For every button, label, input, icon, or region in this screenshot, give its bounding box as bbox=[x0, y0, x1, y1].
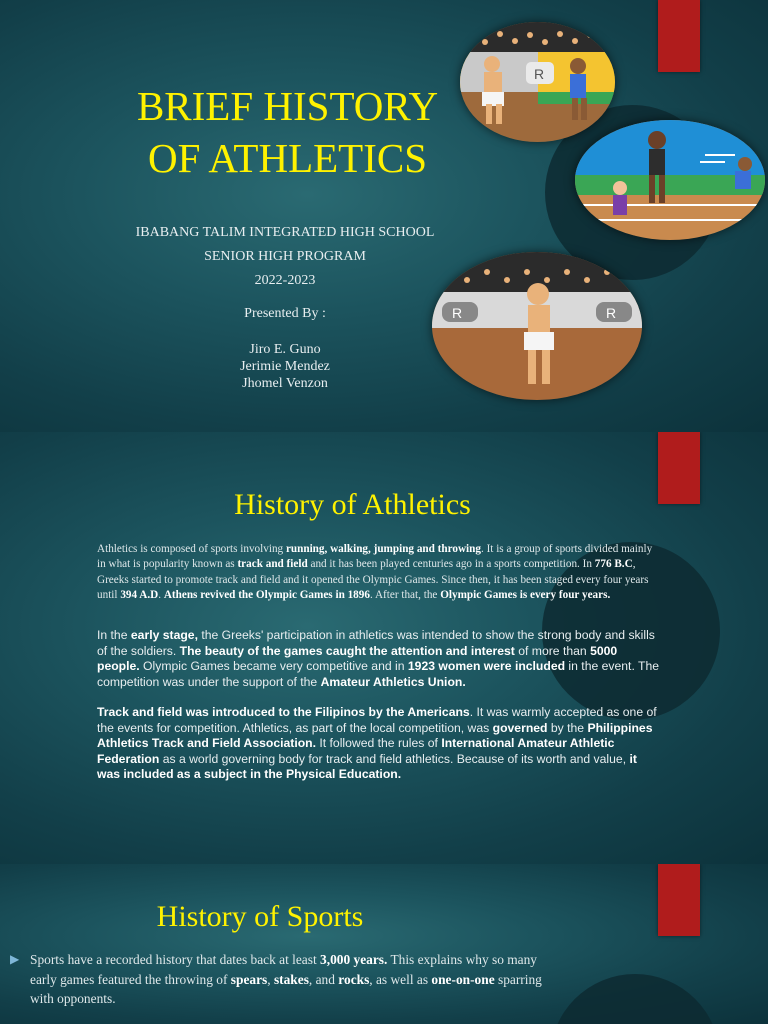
presenter-2: Jerimie Mendez bbox=[240, 359, 330, 374]
presenter-3: Jhomel Venzon bbox=[242, 376, 328, 391]
text-run: sparring with opponents. bbox=[30, 971, 542, 1006]
text-run: This explains why so many early games featured the throwing of bbox=[30, 952, 538, 987]
svg-text:R: R bbox=[606, 305, 617, 321]
text-run: in the event. The competition was under the support of the bbox=[97, 659, 659, 689]
text-run: . It is a group of sports divided mainly in what is popularity known as bbox=[97, 543, 653, 571]
school-name: IBABANG TALIM INTEGRATED HIGH SCHOOL bbox=[135, 225, 435, 240]
text-run: , Greeks started to promote track and field and it opened the Olympic Games. Since then, it has been staged every four years until bbox=[97, 558, 649, 602]
bold-text: Philippines Athletics Track and Field Association. bbox=[97, 720, 653, 750]
bold-text: running, walking, jumping and throwing bbox=[285, 543, 481, 555]
bold-text: Amateur Athletics Union. bbox=[320, 674, 466, 689]
bold-text: spears bbox=[230, 971, 268, 987]
bold-text: it was included as a subject in the Physical Education. bbox=[97, 751, 637, 781]
bold-text: 394 A.D bbox=[120, 589, 159, 602]
bold-text: 776 B.C bbox=[594, 558, 633, 571]
sprinters-image bbox=[575, 120, 765, 240]
school-year: 2022-2023 bbox=[254, 273, 316, 288]
text-run: Athletics is composed of sports involving bbox=[97, 543, 286, 555]
history-of-athletics-slide bbox=[0, 432, 768, 864]
text-run: . After that, the bbox=[369, 589, 441, 602]
presented-by-label: Presented By : bbox=[244, 306, 326, 321]
athletics-paragraph-1 bbox=[97, 542, 657, 604]
bold-text: stakes bbox=[273, 971, 309, 987]
text-run: , and bbox=[308, 971, 339, 987]
accent-bar bbox=[658, 432, 700, 504]
bold-text: Olympic Games is every four years. bbox=[440, 589, 611, 602]
bullet-icon: ▶ bbox=[10, 952, 20, 966]
bold-text: one-on-one bbox=[431, 971, 495, 987]
bold-text: The beauty of the games caught the attention and interest bbox=[179, 643, 515, 658]
bold-text: Track and field was introduced to the Filipinos by the Americans bbox=[97, 705, 470, 719]
text-run: by the bbox=[547, 720, 588, 735]
bold-text: track and field bbox=[237, 558, 308, 571]
slide-title: History of Athletics bbox=[234, 488, 471, 521]
text-run: and it has been played centuries ago in a sports competition. In bbox=[307, 558, 595, 571]
ancient-athlete-image bbox=[432, 252, 642, 400]
athletes-running-image bbox=[460, 22, 615, 142]
text-run: the Greeks' participation in athletics was intended to show the strong body and skills of the soldiers. bbox=[97, 628, 655, 658]
sports-paragraph-1 bbox=[30, 950, 550, 1009]
slide-title: History of Sports bbox=[156, 900, 364, 933]
title-slide bbox=[0, 0, 768, 432]
bold-text: 3,000 years. bbox=[320, 952, 388, 967]
athletics-paragraph-2 bbox=[97, 628, 662, 690]
slide-title bbox=[90, 80, 485, 184]
bold-text: rocks bbox=[338, 971, 370, 987]
accent-bar bbox=[658, 864, 700, 936]
title-line-1: BRIEF HISTORY bbox=[136, 83, 439, 129]
bold-text: International Amateur Athletic Federation bbox=[97, 736, 615, 766]
title-line-2: OF ATHLETICS bbox=[147, 135, 428, 181]
text-run: . bbox=[158, 589, 164, 602]
bold-text: governed bbox=[492, 720, 548, 735]
text-run: . It was warmly accepted as one of the events for competition. Athletics, as part of the local competition, was bbox=[97, 705, 657, 735]
text-run: as a world governing body for track and field athletics. Because of its worth and value, bbox=[159, 751, 630, 766]
text-run: It followed the rules of bbox=[315, 736, 442, 750]
bold-text: Athens revived the Olympic Games in 1896 bbox=[163, 589, 370, 602]
text-run: Sports have a recorded history that dates back at least bbox=[30, 952, 321, 967]
presenter-1: Jiro E. Guno bbox=[249, 342, 321, 357]
svg-text:R: R bbox=[452, 305, 463, 321]
accent-bar bbox=[658, 0, 700, 72]
text-run: , bbox=[267, 971, 274, 987]
text-run: , as well as bbox=[369, 971, 432, 987]
text-run: of more than bbox=[514, 643, 591, 658]
bold-text: early stage, bbox=[130, 628, 198, 642]
bold-text: 5000 people. bbox=[97, 643, 618, 673]
program-name: SENIOR HIGH PROGRAM bbox=[204, 249, 366, 264]
decorative-circle bbox=[550, 974, 720, 1024]
svg-text:R: R bbox=[534, 66, 545, 82]
bold-text: 1923 women were included bbox=[407, 659, 566, 673]
text-run: In the bbox=[97, 628, 131, 642]
text-run: Olympic Games became very competitive and in bbox=[139, 659, 408, 673]
history-of-sports-slide bbox=[0, 864, 768, 1024]
athletics-paragraph-3 bbox=[97, 705, 662, 783]
